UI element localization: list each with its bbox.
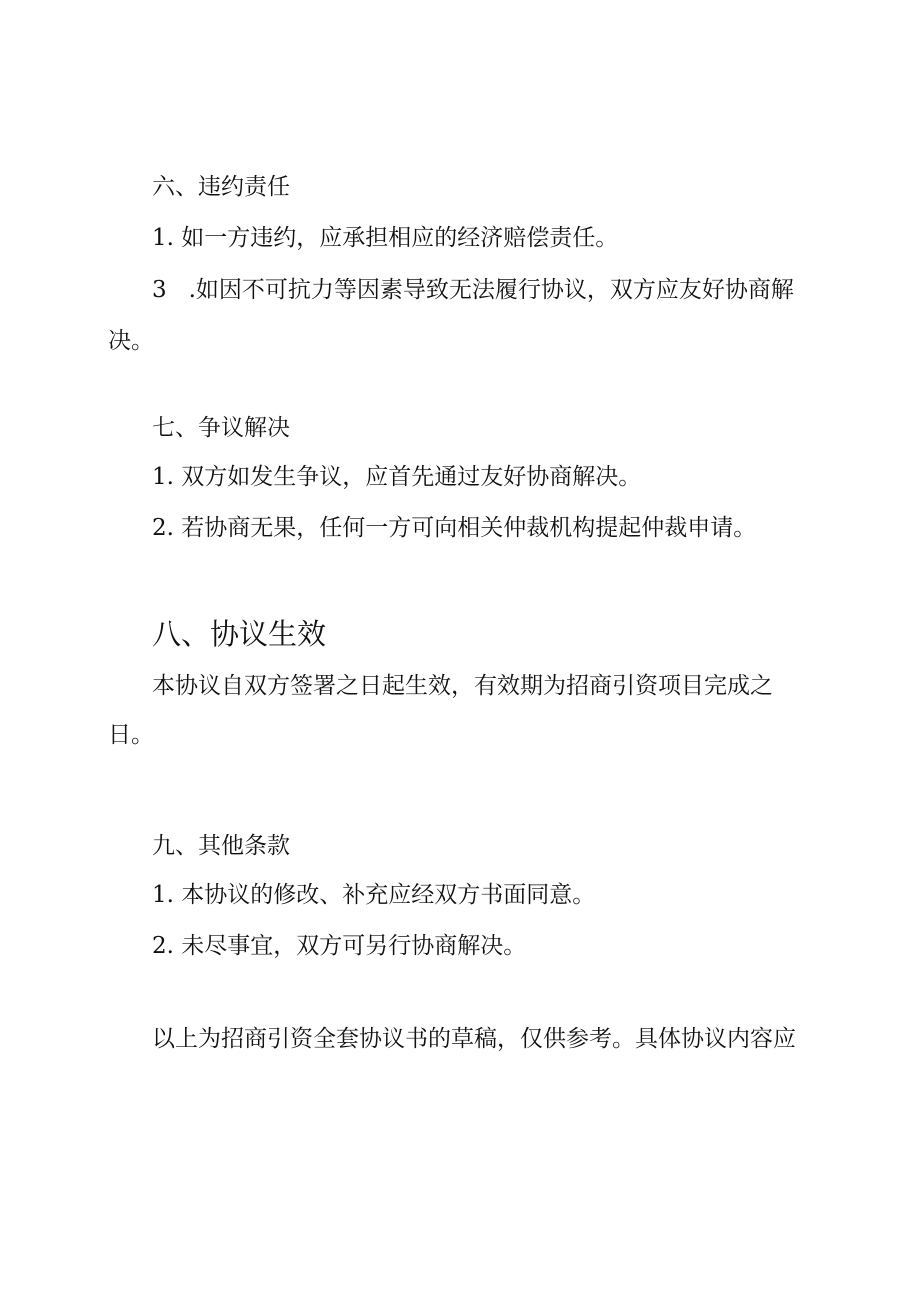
- section9-item-1: 1. 本协议的修改、补充应经双方书面同意。: [152, 882, 596, 908]
- section6-item-3-line1: 3 .如因不可抗力等因素导致无法履行协议，双方应友好协商解: [152, 277, 794, 303]
- section7-item-2: 2. 若协商无果，任何一方可向相关仲裁机构提起仲裁申请。: [152, 515, 757, 541]
- section7-heading: 七、争议解决: [152, 415, 290, 441]
- section8-heading: 八、协议生效: [152, 617, 327, 651]
- section9-item-2: 2. 未尽事宜，双方可另行协商解决。: [152, 933, 527, 959]
- section8-body-line1: 本协议自双方签署之日起生效，有效期为招商引资项目完成之: [152, 673, 773, 699]
- closing-line1: 以上为招商引资全套协议书的草稿，仅供参考。具体协议内容应: [152, 1026, 796, 1052]
- section8-body-line2: 日。: [108, 722, 154, 748]
- section6-item-3-line2: 决。: [108, 328, 154, 354]
- section7-item-1: 1. 双方如发生争议，应首先通过友好协商解决。: [152, 464, 642, 490]
- section6-item-1: 1. 如一方违约，应承担相应的经济赔偿责任。: [152, 225, 619, 251]
- section9-heading: 九、其他条款: [152, 833, 290, 859]
- section6-heading: 六、违约责任: [152, 174, 290, 200]
